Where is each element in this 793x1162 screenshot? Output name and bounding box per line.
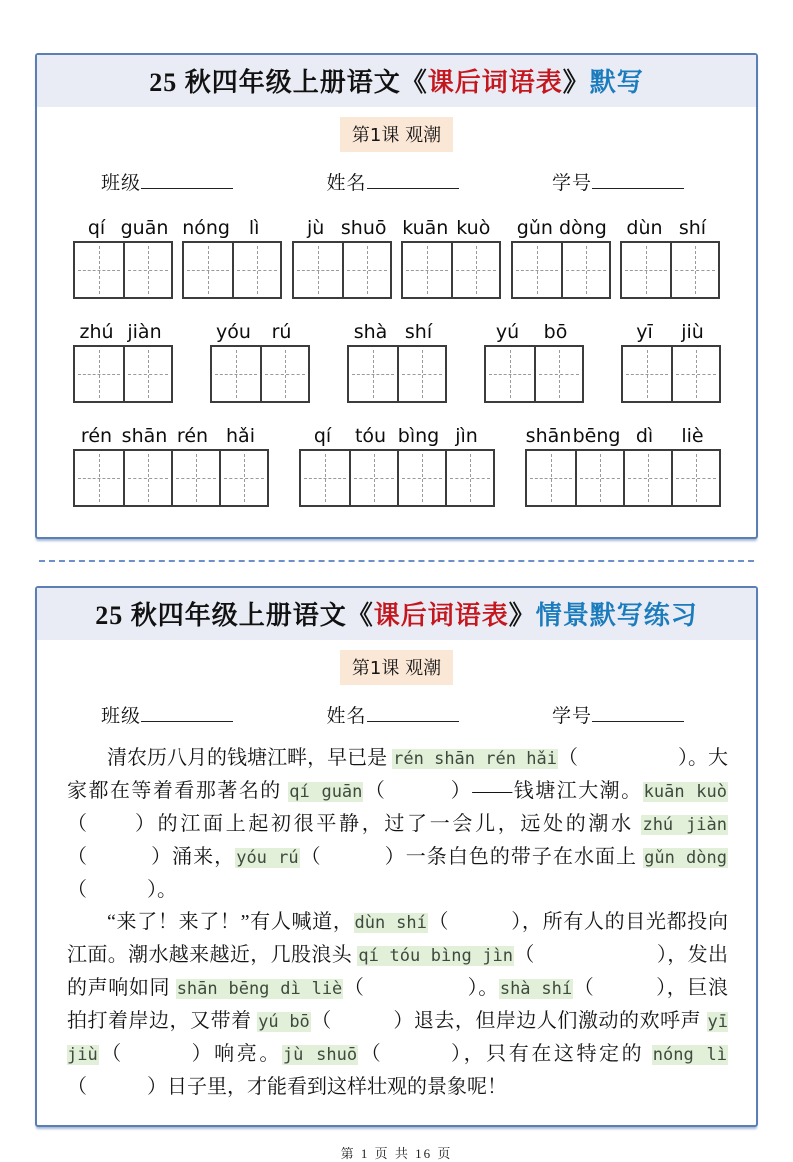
writing-cell: [184, 243, 232, 297]
pinyin-syllable: dùn: [626, 217, 663, 239]
section1-title: [37, 55, 756, 107]
character-grid: [299, 449, 495, 507]
class-field: [101, 701, 233, 728]
word-group: [182, 217, 282, 299]
pinyin-syllable: rén: [80, 425, 113, 447]
class-field-label: 班级: [101, 706, 142, 727]
writing-cell: [527, 451, 575, 505]
word-group: [73, 321, 173, 403]
name-field-label: 姓名: [326, 173, 367, 194]
word-grid-rows: [37, 217, 756, 537]
student-number-field-label: 学号: [551, 173, 592, 194]
pinyin-syllable: shān: [525, 425, 572, 447]
character-grid: [73, 449, 269, 507]
pinyin-syllable: lì: [248, 217, 260, 239]
writing-cell: [575, 451, 623, 505]
pinyin-syllable: zhú: [79, 321, 114, 343]
pinyin-label-row: [525, 425, 721, 447]
pinyin-syllable: rú: [271, 321, 292, 343]
pinyin-syllable: shí: [678, 217, 707, 239]
character-grid: [73, 241, 173, 299]
pinyin-syllable: yú: [495, 321, 520, 343]
title-prefix: 25 秋四年级上册语文: [149, 68, 401, 97]
pinyin-highlight: yóu rú: [236, 848, 299, 868]
text-run: （ ）。大家都在等着看那著名的: [67, 747, 729, 802]
pinyin-syllable: guān: [120, 217, 169, 239]
pinyin-highlight: dùn shí: [354, 913, 427, 933]
writing-cell: [232, 243, 280, 297]
pinyin-label-row: [401, 217, 501, 239]
pinyin-syllable: bō: [543, 321, 568, 343]
word-group: [210, 321, 310, 403]
text-run: （ ）的江面上起初很平静，过了一会儿，远处的潮水: [67, 813, 642, 835]
character-grid: [347, 345, 447, 403]
writing-cell: [671, 347, 719, 401]
page-number-footer: 第 1 页 共 16 页: [340, 1146, 453, 1161]
lesson-badge: 第1课 观潮: [340, 117, 453, 152]
writing-cell: [123, 347, 171, 401]
pinyin-syllable: jù: [307, 217, 325, 239]
pinyin-syllable: kuò: [456, 217, 491, 239]
title-open-bracket: 《: [400, 68, 428, 97]
writing-cell: [75, 451, 123, 505]
student-number-field-blank: [592, 704, 684, 722]
word-group: [299, 425, 495, 507]
character-grid: [182, 241, 282, 299]
writing-cell: [623, 347, 671, 401]
pinyin-highlight: qí tóu bìng jìn: [358, 946, 514, 966]
text-run: （ ），所有人的目光都投向江面。潮水越来越近，几股浪头: [67, 911, 728, 966]
pinyin-syllable: gǔn: [516, 217, 553, 239]
pinyin-syllable: qí: [87, 217, 106, 239]
pinyin-label-row: [299, 425, 495, 447]
name-field-label: 姓名: [326, 706, 367, 727]
word-group: [292, 217, 392, 299]
writing-cell: [123, 451, 171, 505]
pinyin-syllable: liè: [681, 425, 704, 447]
writing-cell: [513, 243, 561, 297]
pinyin-syllable: bìng: [397, 425, 440, 447]
title-open-bracket: 《: [346, 601, 374, 630]
writing-cell: [623, 451, 671, 505]
pinyin-label-row: [347, 321, 447, 343]
word-grid-row: [73, 425, 721, 507]
pinyin-label-row: [484, 321, 584, 343]
pinyin-highlight: gǔn dòng: [644, 848, 727, 868]
character-grid: [484, 345, 584, 403]
text-run: （ ），巨浪拍打着岸边，又带着: [67, 977, 729, 1032]
writing-cell: [622, 243, 670, 297]
text-run: 清农历八月的钱塘江畔，早已是: [107, 747, 393, 769]
writing-cell: [403, 243, 451, 297]
writing-cell: [486, 347, 534, 401]
writing-cell: [671, 451, 719, 505]
character-grid: [525, 449, 721, 507]
writing-cell: [349, 347, 397, 401]
pinyin-highlight: shà shí: [499, 979, 573, 999]
class-field-blank: [141, 704, 233, 722]
writing-cell: [451, 243, 499, 297]
pinyin-syllable: shān: [121, 425, 168, 447]
text-run: （ ）退去，但岸边人们激动的欢呼声: [310, 1010, 707, 1032]
writing-cell: [294, 243, 342, 297]
title-close-bracket: 》: [508, 601, 536, 630]
name-field-blank: [367, 171, 459, 189]
word-group: [401, 217, 501, 299]
word-group: [484, 321, 584, 403]
paragraph: [67, 742, 728, 906]
context-practice-section: [35, 586, 758, 1127]
writing-cell: [397, 451, 445, 505]
title-close-bracket: 》: [562, 68, 590, 97]
word-group: [73, 217, 173, 299]
word-group: [511, 217, 611, 299]
writing-cell: [123, 243, 171, 297]
pinyin-syllable: tóu: [354, 425, 387, 447]
student-number-field-blank: [592, 171, 684, 189]
pinyin-label-row: [511, 217, 611, 239]
character-grid: [620, 241, 720, 299]
pinyin-label-row: [182, 217, 282, 239]
writing-cell: [397, 347, 445, 401]
text-run: （ ）——钱塘江大潮。: [363, 780, 643, 802]
pinyin-label-row: [292, 217, 392, 239]
character-grid: [621, 345, 721, 403]
writing-cell: [301, 451, 349, 505]
writing-cell: [75, 347, 123, 401]
writing-cell: [75, 243, 123, 297]
pinyin-syllable: shí: [404, 321, 433, 343]
lesson-badge: 第1课 观潮: [340, 650, 453, 685]
pinyin-syllable: hǎi: [226, 425, 255, 447]
word-group: [347, 321, 447, 403]
writing-cell: [260, 347, 308, 401]
name-field: [326, 168, 458, 195]
writing-cell: [342, 243, 390, 297]
pinyin-syllable: rén: [176, 425, 209, 447]
pinyin-syllable: shuō: [340, 217, 387, 239]
name-field: [326, 701, 458, 728]
character-grid: [73, 345, 173, 403]
pinyin-syllable: jiù: [681, 321, 704, 343]
pinyin-label-row: [620, 217, 720, 239]
character-grid: [511, 241, 611, 299]
writing-cell: [534, 347, 582, 401]
writing-cell: [219, 451, 267, 505]
pinyin-highlight: kuān kuò: [643, 782, 727, 802]
section-divider: [39, 560, 754, 562]
pinyin-syllable: dòng: [558, 217, 607, 239]
text-run: （ ）。: [67, 879, 177, 901]
text-run: （ ），发出的声响如同: [67, 944, 729, 999]
pinyin-highlight: qí guān: [289, 782, 363, 802]
student-number-field: [552, 701, 684, 728]
word-group: [525, 425, 721, 507]
pinyin-syllable: qí: [313, 425, 332, 447]
word-group: [621, 321, 721, 403]
pinyin-highlight: yī jiù: [67, 1012, 728, 1065]
writing-cell: [171, 451, 219, 505]
writing-cell: [670, 243, 718, 297]
student-number-field: [552, 168, 684, 195]
paragraph: [67, 906, 728, 1103]
text-run: （ ）响亮。: [98, 1043, 282, 1065]
title-prefix: 25 秋四年级上册语文: [95, 601, 347, 630]
pinyin-syllable: jiàn: [127, 321, 162, 343]
name-field-blank: [367, 704, 459, 722]
text-run: （ ）。: [343, 977, 499, 999]
pinyin-highlight: shān bēng dì liè: [176, 979, 343, 999]
text-run: （ ），只有在这特定的: [358, 1043, 652, 1065]
character-grid: [401, 241, 501, 299]
pinyin-syllable: bēng: [572, 425, 621, 447]
writing-cell: [445, 451, 493, 505]
pinyin-label-row: [210, 321, 310, 343]
text-run: （ ）一条白色的带子在水面上: [299, 846, 644, 868]
word-grid-row: [73, 217, 721, 299]
pinyin-highlight: rén shān rén hǎi: [393, 749, 557, 769]
pinyin-label-row: [73, 217, 173, 239]
class-field: [101, 168, 233, 195]
character-grid: [292, 241, 392, 299]
practice-text: [37, 728, 756, 1125]
pinyin-syllable: dì: [635, 425, 654, 447]
title-tail: 情景默写练习: [535, 601, 698, 630]
student-info-row: [37, 152, 756, 195]
pinyin-highlight: jù shuō: [282, 1045, 358, 1065]
student-number-field-label: 学号: [551, 706, 592, 727]
pinyin-highlight: nóng lì: [652, 1045, 728, 1065]
class-field-blank: [141, 171, 233, 189]
text-run: “来了！来了！”有人喊道，: [107, 911, 354, 933]
word-group: [73, 425, 269, 507]
student-info-row: [37, 685, 756, 728]
section2-title: [37, 588, 756, 640]
pinyin-label-row: [73, 425, 269, 447]
pinyin-syllable: jìn: [455, 425, 478, 447]
text-run: （ ）涌来，: [67, 846, 236, 868]
title-tail: 默写: [589, 68, 644, 97]
writing-cell: [561, 243, 609, 297]
pinyin-syllable: nóng: [182, 217, 230, 239]
writing-cell: [212, 347, 260, 401]
dictation-section: [35, 53, 758, 539]
pinyin-highlight: zhú jiàn: [642, 815, 728, 835]
text-run: （ ）日子里，才能看到这样壮观的景象呢！: [67, 1076, 507, 1098]
pinyin-label-row: [621, 321, 721, 343]
class-field-label: 班级: [101, 173, 142, 194]
title-highlight: 课后词语表: [427, 68, 563, 97]
word-grid-row: [73, 321, 721, 403]
pinyin-syllable: yóu: [216, 321, 251, 343]
pinyin-label-row: [73, 321, 173, 343]
character-grid: [210, 345, 310, 403]
writing-cell: [349, 451, 397, 505]
pinyin-highlight: yú bō: [258, 1012, 310, 1032]
word-group: [620, 217, 720, 299]
pinyin-syllable: yī: [636, 321, 653, 343]
pinyin-syllable: kuān: [402, 217, 449, 239]
title-highlight: 课后词语表: [373, 601, 509, 630]
pinyin-syllable: shà: [353, 321, 388, 343]
